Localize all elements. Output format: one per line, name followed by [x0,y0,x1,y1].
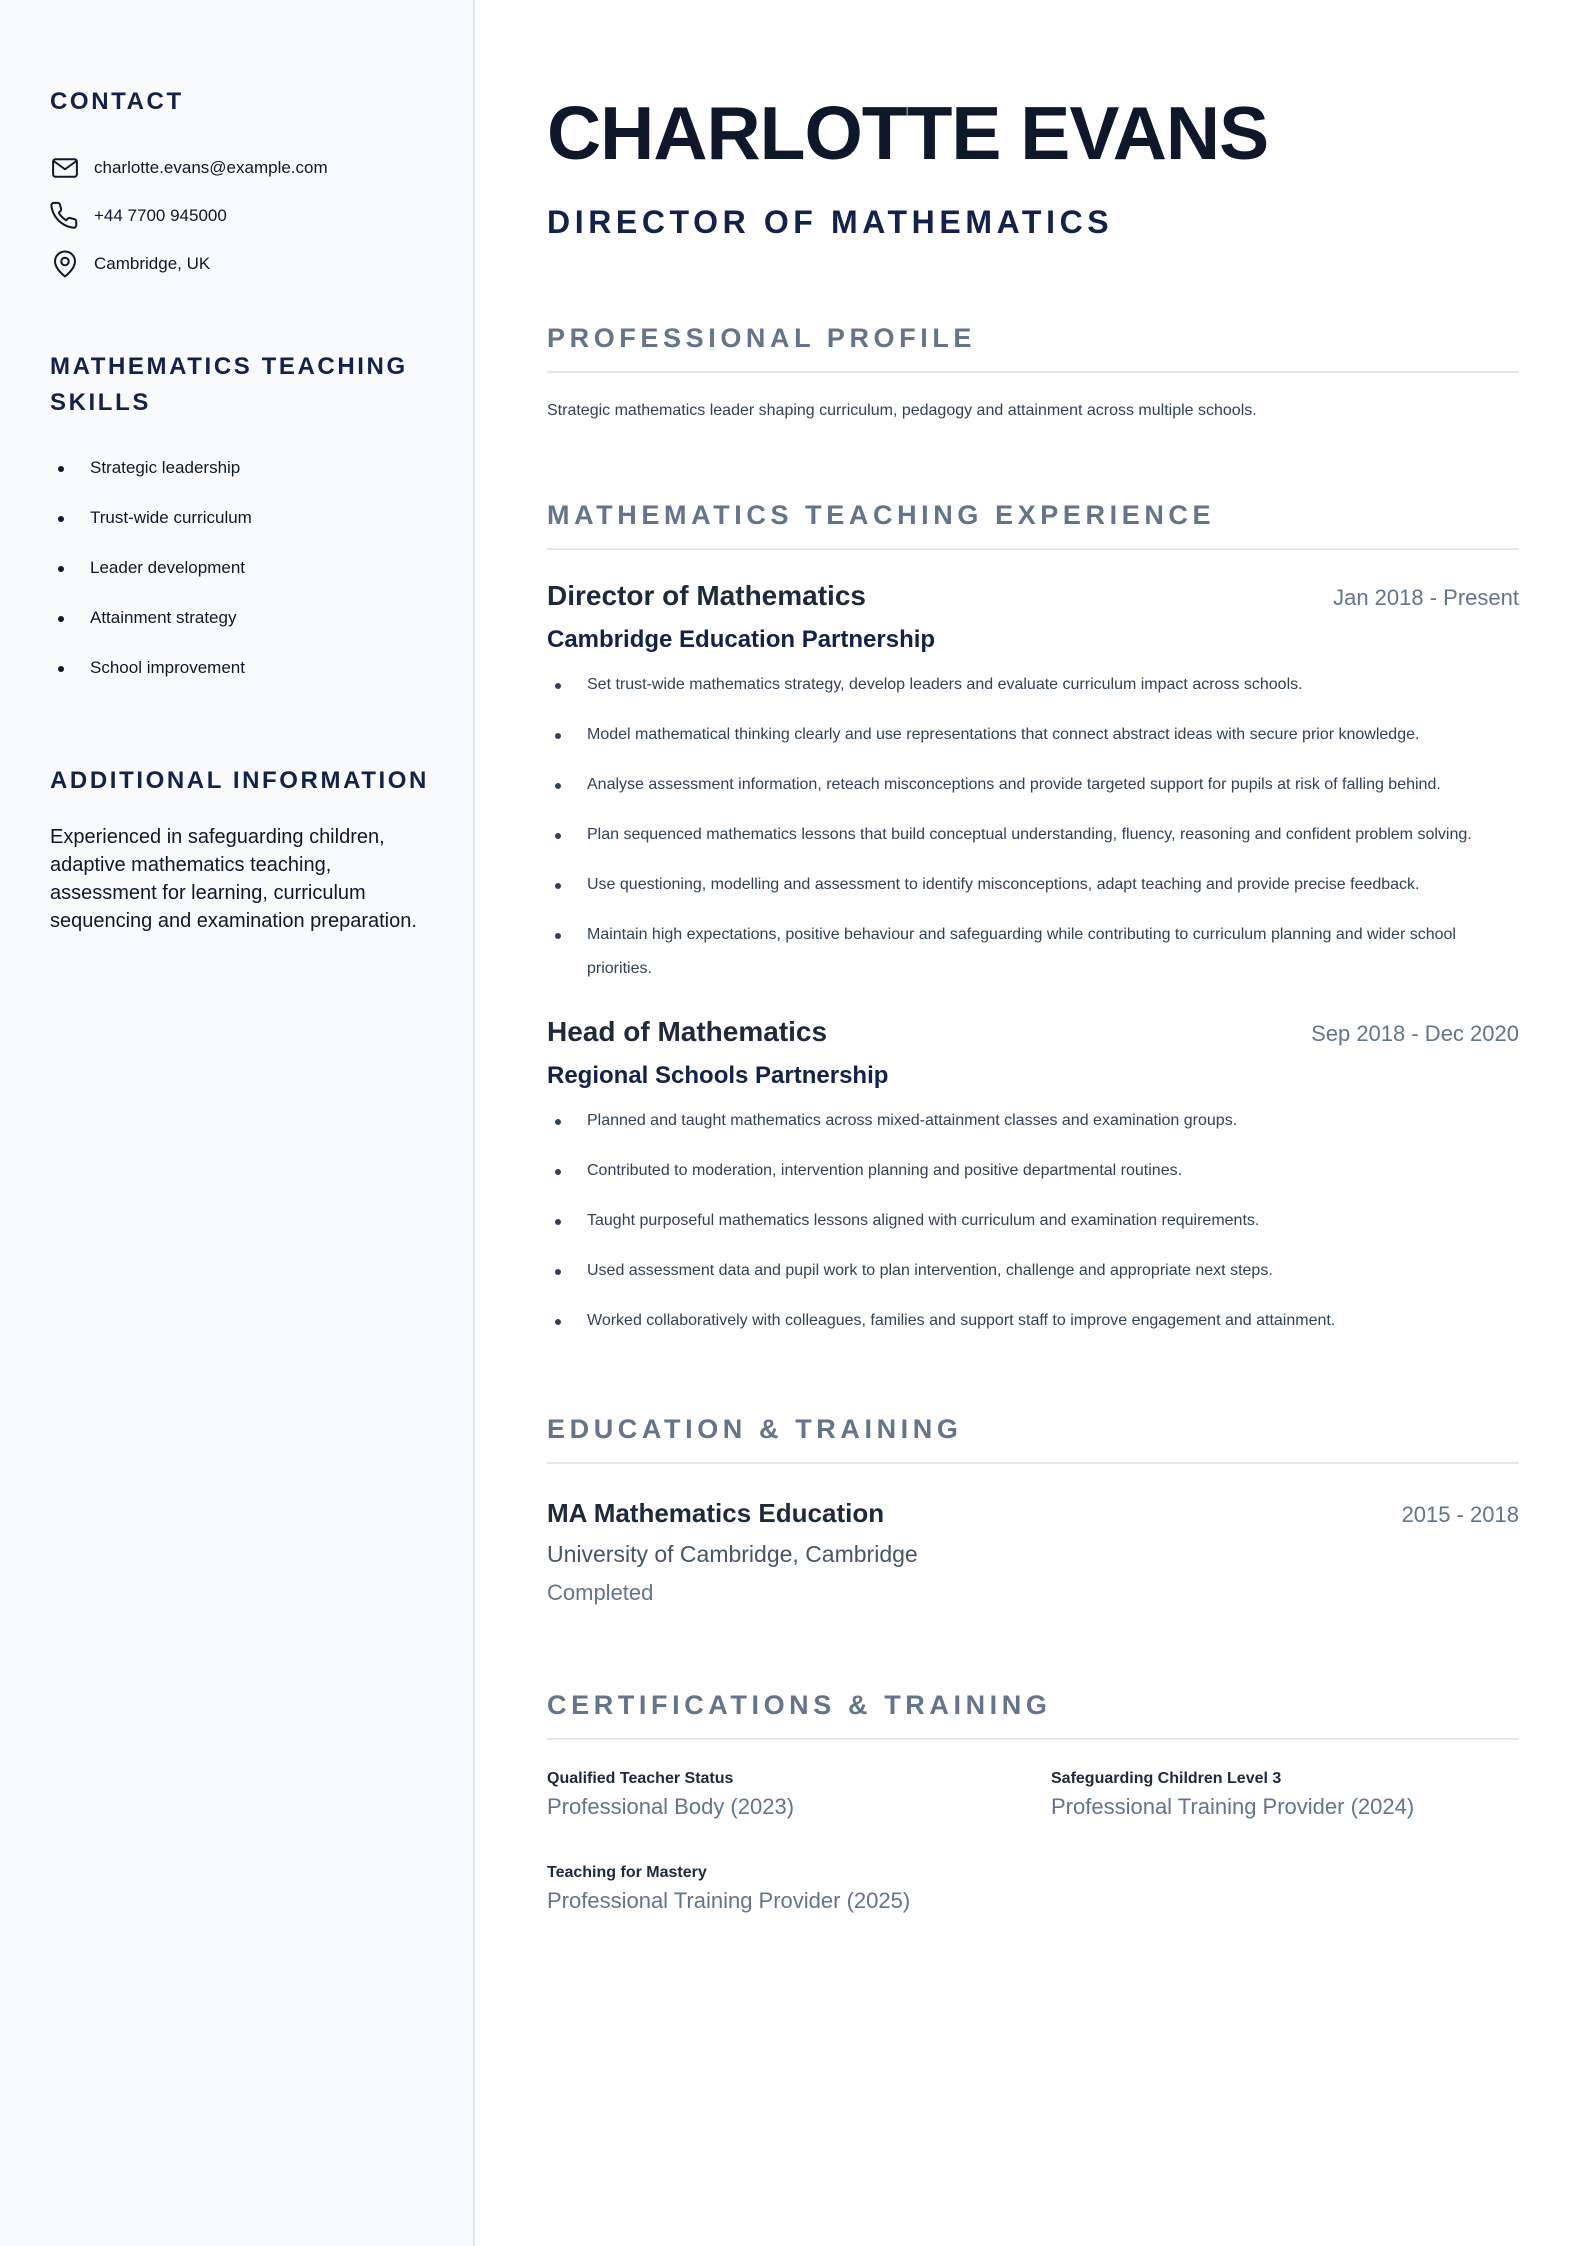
contact-email [50,144,473,192]
job-entry [547,1016,1519,1338]
job-entry [547,580,1519,986]
job-title: Head of Mathematics [547,1016,828,1047]
experience-section [547,496,1519,1338]
skill-item: Trust-wide curriculum [50,493,473,543]
certifications-section [547,1686,1519,1914]
additional-info-heading: ADDITIONAL INFORMATION [50,767,429,794]
experience-heading: MATHEMATICS TEACHING EXPERIENCE [547,496,1519,550]
certification-name: Qualified Teacher Status [547,1770,734,1787]
phone-icon [50,201,80,231]
job-title: Director of Mathematics [547,580,866,611]
job-organisation: Cambridge Education Partnership [547,626,936,653]
mail-icon [50,153,80,183]
certifications-grid [547,1770,1519,1914]
certification-provider: Professional Body (2023) [547,1794,795,1819]
contact-phone [50,192,473,240]
skill-item: Strategic leadership [50,443,473,493]
skills-heading: MATHEMATICS TEACHING SKILLS [50,353,408,416]
candidate-name: CHARLOTTE EVANS [547,91,1269,175]
education-heading: EDUCATION & TRAINING [547,1410,1519,1464]
skills-list [50,443,473,693]
location-text: Cambridge, UK [94,254,211,273]
job-date: Jan 2018 - Present [1333,585,1519,610]
sidebar [0,0,475,2246]
job-date: Sep 2018 - Dec 2020 [1311,1021,1519,1046]
education-entry [547,1498,1519,1606]
certification-item [547,1864,1015,1914]
skill-item: Leader development [50,543,473,593]
certification-provider: Professional Training Provider (2025) [547,1888,911,1913]
job-bullet: Planned and taught mathematics across mixed-attainment classes and examination groups. [547,1104,1519,1138]
skill-item: School improvement [50,643,473,693]
contact-heading: CONTACT [50,88,184,115]
map-pin-icon [50,249,80,279]
profile-heading: PROFESSIONAL PROFILE [547,319,1519,373]
job-bullet: Contributed to moderation, intervention planning and positive departmental routines. [547,1154,1519,1188]
education-section [547,1410,1519,1606]
certification-name: Teaching for Mastery [547,1864,707,1881]
certification-item [1051,1770,1519,1820]
certifications-heading: CERTIFICATIONS & TRAINING [547,1686,1519,1740]
degree-status: Completed [547,1580,654,1605]
certification-item [547,1770,1015,1820]
profile-text: Strategic mathematics leader shaping curriculum, pedagogy and attainment across multiple schools. [547,402,1257,419]
job-bullet: Plan sequenced mathematics lessons that build conceptual understanding, fluency, reasoning and confident problem solving. [547,818,1519,852]
email-text[interactable]: charlotte.evans@example.com [94,158,328,177]
job-bullets [547,668,1519,986]
job-bullet: Worked collaboratively with colleagues, families and support staff to improve engagement and attainment. [547,1304,1519,1338]
profile-section [547,319,1519,423]
main-content [475,0,1588,2246]
skill-item: Attainment strategy [50,593,473,643]
degree-title: MA Mathematics Education [547,1498,885,1528]
job-bullet: Used assessment data and pupil work to plan intervention, challenge and appropriate next steps. [547,1254,1519,1288]
job-bullet: Use questioning, modelling and assessment to identify misconceptions, adapt teaching and provide precise feedback. [547,868,1519,902]
job-bullets [547,1104,1519,1338]
job-organisation: Regional Schools Partnership [547,1062,889,1089]
phone-text[interactable]: +44 7700 945000 [94,206,227,225]
degree-date: 2015 - 2018 [1401,1502,1519,1527]
job-title-headline: DIRECTOR OF MATHEMATICS [547,204,1114,240]
job-bullet: Model mathematical thinking clearly and use representations that connect abstract ideas with secure prior knowledge. [547,718,1519,752]
additional-info-text: Experienced in safeguarding children, adaptive mathematics teaching, assessment for learning, curriculum sequencing and examination preparation. [50,826,417,932]
job-bullet: Maintain high expectations, positive behaviour and safeguarding while contributing to curriculum planning and wider school priorities. [547,918,1519,986]
contact-list [50,144,473,288]
job-bullet: Analyse assessment information, reteach misconceptions and provide targeted support for pupils at risk of falling behind. [547,768,1519,802]
institution: University of Cambridge, Cambridge [547,1541,918,1567]
job-bullet: Set trust-wide mathematics strategy, develop leaders and evaluate curriculum impact across schools. [547,668,1519,702]
certification-provider: Professional Training Provider (2024) [1051,1794,1415,1819]
contact-location [50,240,473,288]
job-bullet: Taught purposeful mathematics lessons aligned with curriculum and examination requirements. [547,1204,1519,1238]
certification-name: Safeguarding Children Level 3 [1051,1770,1282,1787]
